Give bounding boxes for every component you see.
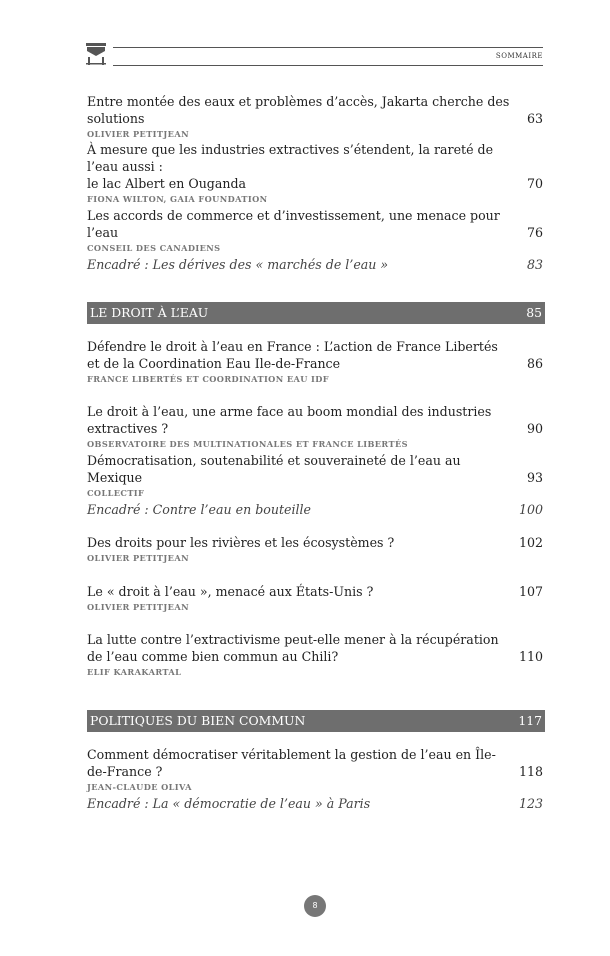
page-number-badge: 8 [304,895,326,917]
toc-entry[interactable] [87,338,543,385]
toc-entry[interactable] [87,207,543,254]
section-label: LE DROIT À L’EAU [90,305,209,320]
entry-title: Le droit à l’eau, une arme face au boom mondial des industries extractives ? 90 [87,404,543,436]
toc-entry[interactable] [87,631,543,678]
toc-entry[interactable] [87,93,543,140]
entry-author: OLIVIER PETITJEAN [87,602,189,612]
entry-title: Encadré : Contre l’eau en bouteille 100 [87,502,543,517]
entry-author: FIONA WILTON, GAIA FOUNDATION [87,194,268,204]
entry-page-number: 83 [526,257,543,272]
entry-author: CONSEIL DES CANADIENS [87,243,221,253]
entry-page-number: 118 [518,764,543,779]
entry-title: Des droits pour les rivières et les écosystèmes ? 102 [87,535,543,550]
entry-page-number: 102 [518,535,543,550]
entry-page-number: 86 [526,356,543,371]
entry-title: Démocratisation, soutenabilité et souveraineté de l’eau au Mexique 93 [87,453,543,485]
toc-entry[interactable] [87,583,543,613]
entry-page-number: 107 [518,584,543,599]
entry-author: COLLECTIF [87,488,145,498]
section-heading[interactable] [87,710,545,732]
entry-page-number: 123 [518,796,543,811]
header-divider-top [113,47,543,48]
toc-sidebar-entry[interactable] [87,795,543,812]
entry-author: OLIVIER PETITJEAN [87,129,189,139]
entry-title: Défendre le droit à l’eau en France : L’action de France Libertés et de la Coordination Eau Ile-de-France 86 [87,339,543,371]
entry-page-number: 63 [526,111,543,126]
entry-title: Le « droit à l’eau », menacé aux États-Unis ? 107 [87,584,543,599]
section-heading[interactable] [87,302,545,324]
entry-author: ELIF KARAKARTAL [87,667,182,677]
entry-page-number: 110 [518,649,543,664]
section-label: POLITIQUES DU BIEN COMMUN [90,713,306,728]
toc-entry[interactable] [87,746,543,793]
entry-author: JEAN-CLAUDE OLIVA [87,782,192,792]
entry-title: La lutte contre l’extractivisme peut-elle mener à la récupération de l’eau comme bien commun au Chili? 110 [87,632,543,664]
toc-sidebar-entry[interactable] [87,501,543,518]
toc-entry[interactable] [87,403,543,450]
toc-sidebar-entry[interactable] [87,256,543,273]
header-title: SOMMAIRE [495,52,543,60]
entry-title: Encadré : La « démocratie de l’eau » à Paris 123 [87,796,543,811]
entry-title: Entre montée des eaux et problèmes d’accès, Jakarta cherche des solutions 63 [87,94,543,126]
entry-page-number: 76 [526,225,543,240]
entry-title: À mesure que les industries extractives s’étendent, la rareté de l’eau aussi : le lac Albert en Ouganda 70 [87,142,543,191]
entry-page-number: 93 [526,470,543,485]
toc-entry[interactable] [87,452,543,499]
entry-author: OLIVIER PETITJEAN [87,553,189,563]
toc-entry[interactable] [87,141,543,205]
entry-author: OBSERVATOIRE DES MULTINATIONALES ET FRANCE LIBERTÉS [87,439,408,449]
entry-author: FRANCE LIBERTÉS ET COORDINATION EAU IDF [87,374,329,384]
section-page-number: 117 [518,713,542,728]
entry-page-number: 100 [518,502,543,517]
entry-page-number: 90 [526,421,543,436]
publisher-logo-icon [86,43,106,65]
entry-title: Encadré : Les dérives des « marchés de l’eau » 83 [87,257,543,272]
toc-entry[interactable] [87,534,543,564]
entry-page-number: 70 [526,176,543,191]
entry-title: Comment démocratiser véritablement la gestion de l’eau en Île-de-France ? 118 [87,747,543,779]
entry-title: Les accords de commerce et d’investissement, une menace pour l’eau 76 [87,208,543,240]
header-divider-bottom [113,65,543,66]
section-page-number: 85 [526,305,542,320]
